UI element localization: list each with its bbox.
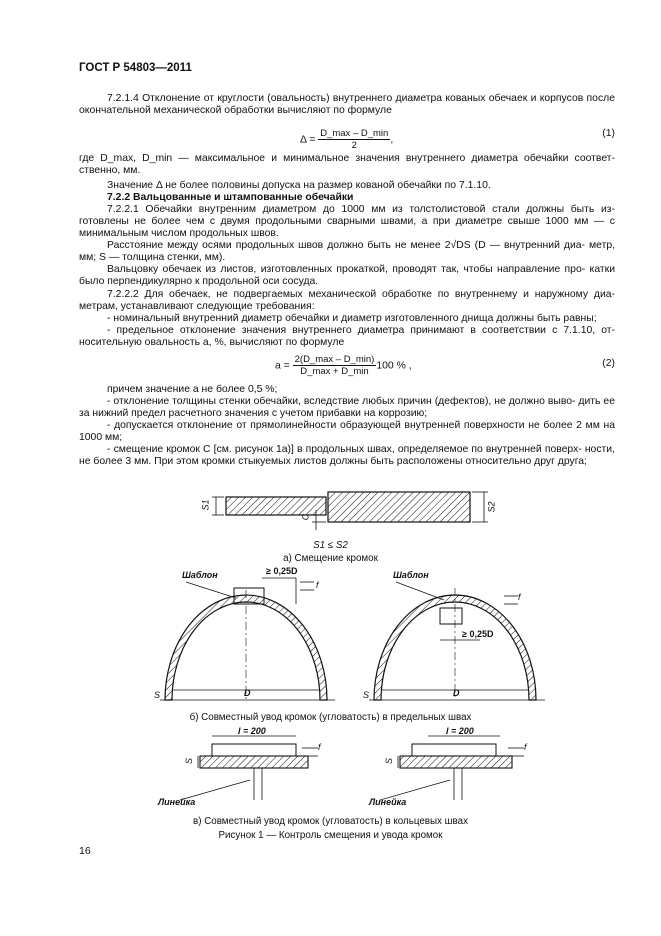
paragraph-delta-limit: Значение Δ не более половины допуска на размер кованой обечайки по 7.1.10. xyxy=(107,180,491,191)
requirement-thickness: - отклонение толщины стенки обечайки, вследствие любых причин (дефектов), не должно выво- дить ее за нижний предел расчетного значения с учетом прибавки на коррозию; xyxy=(79,396,615,420)
paragraph-ovality-limit: причем значение a не более 0,5 %; xyxy=(107,384,278,395)
ruler-left xyxy=(212,744,296,756)
equation-2-denominator: D_max + D_min xyxy=(300,366,369,377)
figure-title: Рисунок 1 — Контроль смещения и увода кромок xyxy=(218,830,443,841)
equation-1-number: (1) xyxy=(602,128,615,139)
paragraph-7-2-2-1: 7.2.2.1 Обечайки внутренним диаметром до 1000 мм из толстолистовой стали должны быть из- готовлены не более чем с двумя продольными сварными швами, а при диаметре свыше 1000 мм — с минимальным числом продольных швов. xyxy=(79,204,615,240)
label-dim-right: ≥ 0,25D xyxy=(462,629,494,639)
label-f-right: f xyxy=(518,592,521,602)
page-number: 16 xyxy=(79,845,91,857)
label-s-left: S xyxy=(154,690,161,700)
relation-s1-s2: S1 ≤ S2 xyxy=(313,540,348,551)
caption-figure-1c: в) Совместный увод кромок (угловатость) в кольцевых швах xyxy=(193,816,468,827)
label-ruler-right: Линейка xyxy=(369,797,407,807)
paragraph-7-2-2-2: 7.2.2.2 Для обечаек, не подвергаемых механической обработке по внутреннему и наружному диа- метрам, устанавливают следующие требования: xyxy=(79,289,615,313)
equation-1-tail: , xyxy=(390,134,394,146)
equation-2-tail: 100 % , xyxy=(376,360,412,372)
label-d-right: D xyxy=(453,688,460,698)
where-clause: где D_max, D_min — максимальное и минимальное значения внутреннего диаметра обечайки соответ- ственно, мм. xyxy=(79,153,615,177)
equation-2-number: (2) xyxy=(602,358,615,369)
label-f-c-left: f xyxy=(318,742,321,752)
label-template-left: Шаблон xyxy=(182,570,218,580)
plate-left-pair xyxy=(200,756,308,768)
equation-1-denominator: 2 xyxy=(351,140,357,151)
label-l-left: l = 200 xyxy=(238,726,266,736)
requirement-straightness: - допускается отклонение от прямолинейности образующей внутренней поверхности не более 2 мм на 1000 мм; xyxy=(79,420,615,444)
section-heading-7-2-2: 7.2.2 Вальцованные и штампованные обечайки xyxy=(107,192,354,203)
label-d-left: D xyxy=(244,688,251,698)
label-dim-left: ≥ 0,25D xyxy=(266,566,298,576)
label-c: C xyxy=(300,513,311,521)
label-s1: S1 xyxy=(200,499,211,511)
label-s-c-right: S xyxy=(384,757,395,765)
paragraph-rolling: Вальцовку обечаек из листов, изготовленных прокаткой, проводят так, чтобы направление про- катки было перпендикулярно к продольной оси сосуда. xyxy=(79,264,615,288)
label-template-right: Шаблон xyxy=(393,570,429,580)
requirement-ovality: - предельное отклонение значения внутреннего диаметра принимают в соответствии с 7.1.10, от- носительную овальность a, %, вычисляют по формуле xyxy=(79,325,615,349)
equation-1-numerator: D_max – D_min xyxy=(320,128,389,139)
label-f-c-right: f xyxy=(524,742,527,752)
requirement-edge-offset: - смещение кромок C [см. рисунок 1а)] в продольных швах, определяемое по внутренней поверх- ности, не более 3 мм. При этом кромки стыкуемых листов должны быть расположены относительно друг друга; xyxy=(79,444,615,468)
equation-1-lhs: Δ = xyxy=(300,134,316,146)
label-s-right: S xyxy=(363,690,370,700)
caption-figure-1b: б) Совместный увод кромок (угловатость) в предельных швах xyxy=(189,712,472,723)
label-ruler-left: Линейка xyxy=(158,797,196,807)
paragraph-seam-distance: Расстояние между осями продольных швов должно быть не менее 2√DS (D — внутренний диа- метр, мм; S — толщина стенки, мм). xyxy=(79,240,615,264)
equation-2-lhs: a = xyxy=(275,360,290,372)
label-l-right: l = 200 xyxy=(446,726,474,736)
label-f-left: f xyxy=(316,580,319,590)
plate-right-pair xyxy=(400,756,512,768)
caption-figure-1a: а) Смещение кромок xyxy=(283,553,378,564)
document-header: ГОСТ Р 54803—2011 xyxy=(79,62,192,74)
requirement-diameter: - номинальный внутренний диаметр обечайки и диаметр изготовленного днища должны быть равны; xyxy=(107,313,597,324)
label-s2: S2 xyxy=(486,501,497,513)
ruler-right xyxy=(412,744,496,756)
label-s-c-left: S xyxy=(184,757,195,765)
equation-2-numerator: 2(D_max – D_min) xyxy=(294,354,375,365)
paragraph-7-2-1-4: 7.2.1.4 Отклонение от круглости (овальность) внутреннего диаметра кованых обечаек и корпусов после окончательной механической обработки вычисляют по формуле xyxy=(79,93,615,117)
